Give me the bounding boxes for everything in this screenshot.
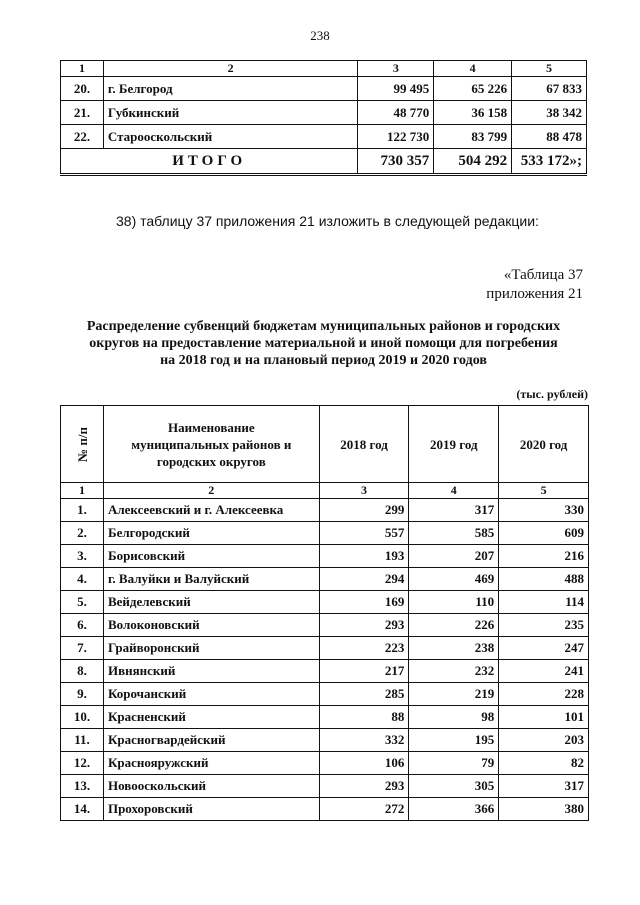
index-cell: 4 [434, 61, 512, 77]
row-name: г. Белгород [103, 77, 357, 101]
total-label: ИТОГО [61, 149, 358, 175]
header-2020: 2020 год [499, 406, 589, 483]
row-name: Белгородский [103, 522, 319, 545]
index-cell: 3 [319, 483, 409, 499]
index-cell: 5 [499, 483, 589, 499]
instruction-text: 38) таблицу 37 приложения 21 изложить в следующей редакции: [116, 213, 539, 229]
index-cell: 1 [61, 61, 104, 77]
previous-table [60, 60, 587, 176]
index-cell: 5 [512, 61, 587, 77]
value-2018: 285 [319, 683, 409, 706]
value-2019: 110 [409, 591, 499, 614]
header-name-line: городских округов [156, 453, 266, 469]
row-name: Алексеевский и г. Алексеевка [103, 499, 319, 522]
table-row [61, 125, 587, 149]
table-row [61, 522, 589, 545]
value-2019: 195 [409, 729, 499, 752]
units-note: (тыс. рублей) [516, 387, 588, 401]
value-2018: 293 [319, 614, 409, 637]
row-number: 2. [61, 522, 104, 545]
row-name: Волоконовский [103, 614, 319, 637]
value-2018: 557 [319, 522, 409, 545]
index-row [61, 61, 587, 77]
value-2018: 106 [319, 752, 409, 775]
value-2020: 216 [499, 545, 589, 568]
header-2019: 2019 год [409, 406, 499, 483]
row-name: Краснояружский [103, 752, 319, 775]
row-name: Красненский [103, 706, 319, 729]
row-value: 36 158 [434, 101, 512, 125]
title-line: Распределение субвенций бюджетам муниципальных районов и городских [86, 319, 561, 334]
row-value: 99 495 [358, 77, 434, 101]
index-cell: 1 [61, 483, 104, 499]
header-row [61, 406, 589, 483]
header-name [103, 406, 319, 483]
value-2018: 293 [319, 775, 409, 798]
row-value: 48 770 [358, 101, 434, 125]
row-name: Красногвардейский [103, 729, 319, 752]
value-2018: 272 [319, 798, 409, 821]
row-number: 3. [61, 545, 104, 568]
row-number: 14. [61, 798, 104, 821]
row-number: 22. [61, 125, 104, 149]
row-value: 122 730 [358, 125, 434, 149]
subventions-table [60, 405, 589, 821]
row-value: 38 342 [512, 101, 587, 125]
row-number: 10. [61, 706, 104, 729]
row-number: 5. [61, 591, 104, 614]
header-number-label: № п/п [74, 426, 90, 462]
table-caption [486, 266, 583, 304]
table-row [61, 614, 589, 637]
row-value: 65 226 [434, 77, 512, 101]
page-number: 238 [310, 28, 330, 43]
value-2018: 299 [319, 499, 409, 522]
row-name: Губкинский [103, 101, 357, 125]
row-number: 8. [61, 660, 104, 683]
total-row [61, 149, 587, 175]
total-value: 533 172»; [512, 149, 587, 175]
table-row [61, 798, 589, 821]
value-2019: 585 [409, 522, 499, 545]
value-2020: 203 [499, 729, 589, 752]
row-number: 20. [61, 77, 104, 101]
index-cell: 2 [103, 61, 357, 77]
value-2020: 247 [499, 637, 589, 660]
header-number [61, 406, 104, 483]
row-number: 4. [61, 568, 104, 591]
value-2020: 241 [499, 660, 589, 683]
total-value: 730 357 [358, 149, 434, 175]
row-number: 9. [61, 683, 104, 706]
table-row [61, 775, 589, 798]
value-2019: 226 [409, 614, 499, 637]
table-row [61, 660, 589, 683]
header-name-line: Наименование [167, 419, 255, 435]
table-title [60, 318, 587, 369]
value-2019: 232 [409, 660, 499, 683]
title-line: на 2018 год и на плановый период 2019 и 2020 годов [160, 353, 487, 368]
row-number: 11. [61, 729, 104, 752]
value-2018: 332 [319, 729, 409, 752]
value-2020: 330 [499, 499, 589, 522]
table-row [61, 683, 589, 706]
row-name: Грайворонский [103, 637, 319, 660]
value-2020: 488 [499, 568, 589, 591]
row-name: Вейделевский [103, 591, 319, 614]
total-value: 504 292 [434, 149, 512, 175]
value-2018: 169 [319, 591, 409, 614]
value-2020: 82 [499, 752, 589, 775]
value-2020: 380 [499, 798, 589, 821]
row-value: 67 833 [512, 77, 587, 101]
row-name: г. Валуйки и Валуйский [103, 568, 319, 591]
table-row [61, 101, 587, 125]
row-value: 88 478 [512, 125, 587, 149]
table-row [61, 568, 589, 591]
index-cell: 3 [358, 61, 434, 77]
table-row [61, 729, 589, 752]
row-number: 7. [61, 637, 104, 660]
value-2018: 294 [319, 568, 409, 591]
table-row [61, 591, 589, 614]
table-row [61, 77, 587, 101]
row-name: Ивнянский [103, 660, 319, 683]
header-name-line: муниципальных районов и [131, 436, 292, 452]
value-2019: 207 [409, 545, 499, 568]
value-2018: 217 [319, 660, 409, 683]
table-row [61, 545, 589, 568]
row-number: 6. [61, 614, 104, 637]
header-2018: 2018 год [319, 406, 409, 483]
row-number: 13. [61, 775, 104, 798]
value-2020: 317 [499, 775, 589, 798]
value-2018: 223 [319, 637, 409, 660]
value-2019: 305 [409, 775, 499, 798]
value-2020: 609 [499, 522, 589, 545]
value-2019: 469 [409, 568, 499, 591]
table-row [61, 706, 589, 729]
row-value: 83 799 [434, 125, 512, 149]
row-name: Корочанский [103, 683, 319, 706]
value-2018: 88 [319, 706, 409, 729]
row-name: Новооскольский [103, 775, 319, 798]
value-2019: 238 [409, 637, 499, 660]
index-cell: 4 [409, 483, 499, 499]
index-cell: 2 [103, 483, 319, 499]
value-2020: 235 [499, 614, 589, 637]
caption-line: приложения 21 [486, 286, 583, 302]
row-name: Борисовский [103, 545, 319, 568]
value-2019: 219 [409, 683, 499, 706]
value-2020: 101 [499, 706, 589, 729]
index-row [61, 483, 589, 499]
table-row [61, 752, 589, 775]
row-number: 21. [61, 101, 104, 125]
value-2020: 228 [499, 683, 589, 706]
title-line: округов на предоставление материальной и иной помощи для погребения [89, 336, 558, 351]
value-2019: 366 [409, 798, 499, 821]
caption-line: «Таблица 37 [503, 267, 583, 283]
row-number: 12. [61, 752, 104, 775]
row-name: Старооскольский [103, 125, 357, 149]
table-row [61, 499, 589, 522]
value-2020: 114 [499, 591, 589, 614]
row-number: 1. [61, 499, 104, 522]
table-row [61, 637, 589, 660]
row-name: Прохоровский [103, 798, 319, 821]
value-2018: 193 [319, 545, 409, 568]
value-2019: 79 [409, 752, 499, 775]
value-2019: 98 [409, 706, 499, 729]
value-2019: 317 [409, 499, 499, 522]
